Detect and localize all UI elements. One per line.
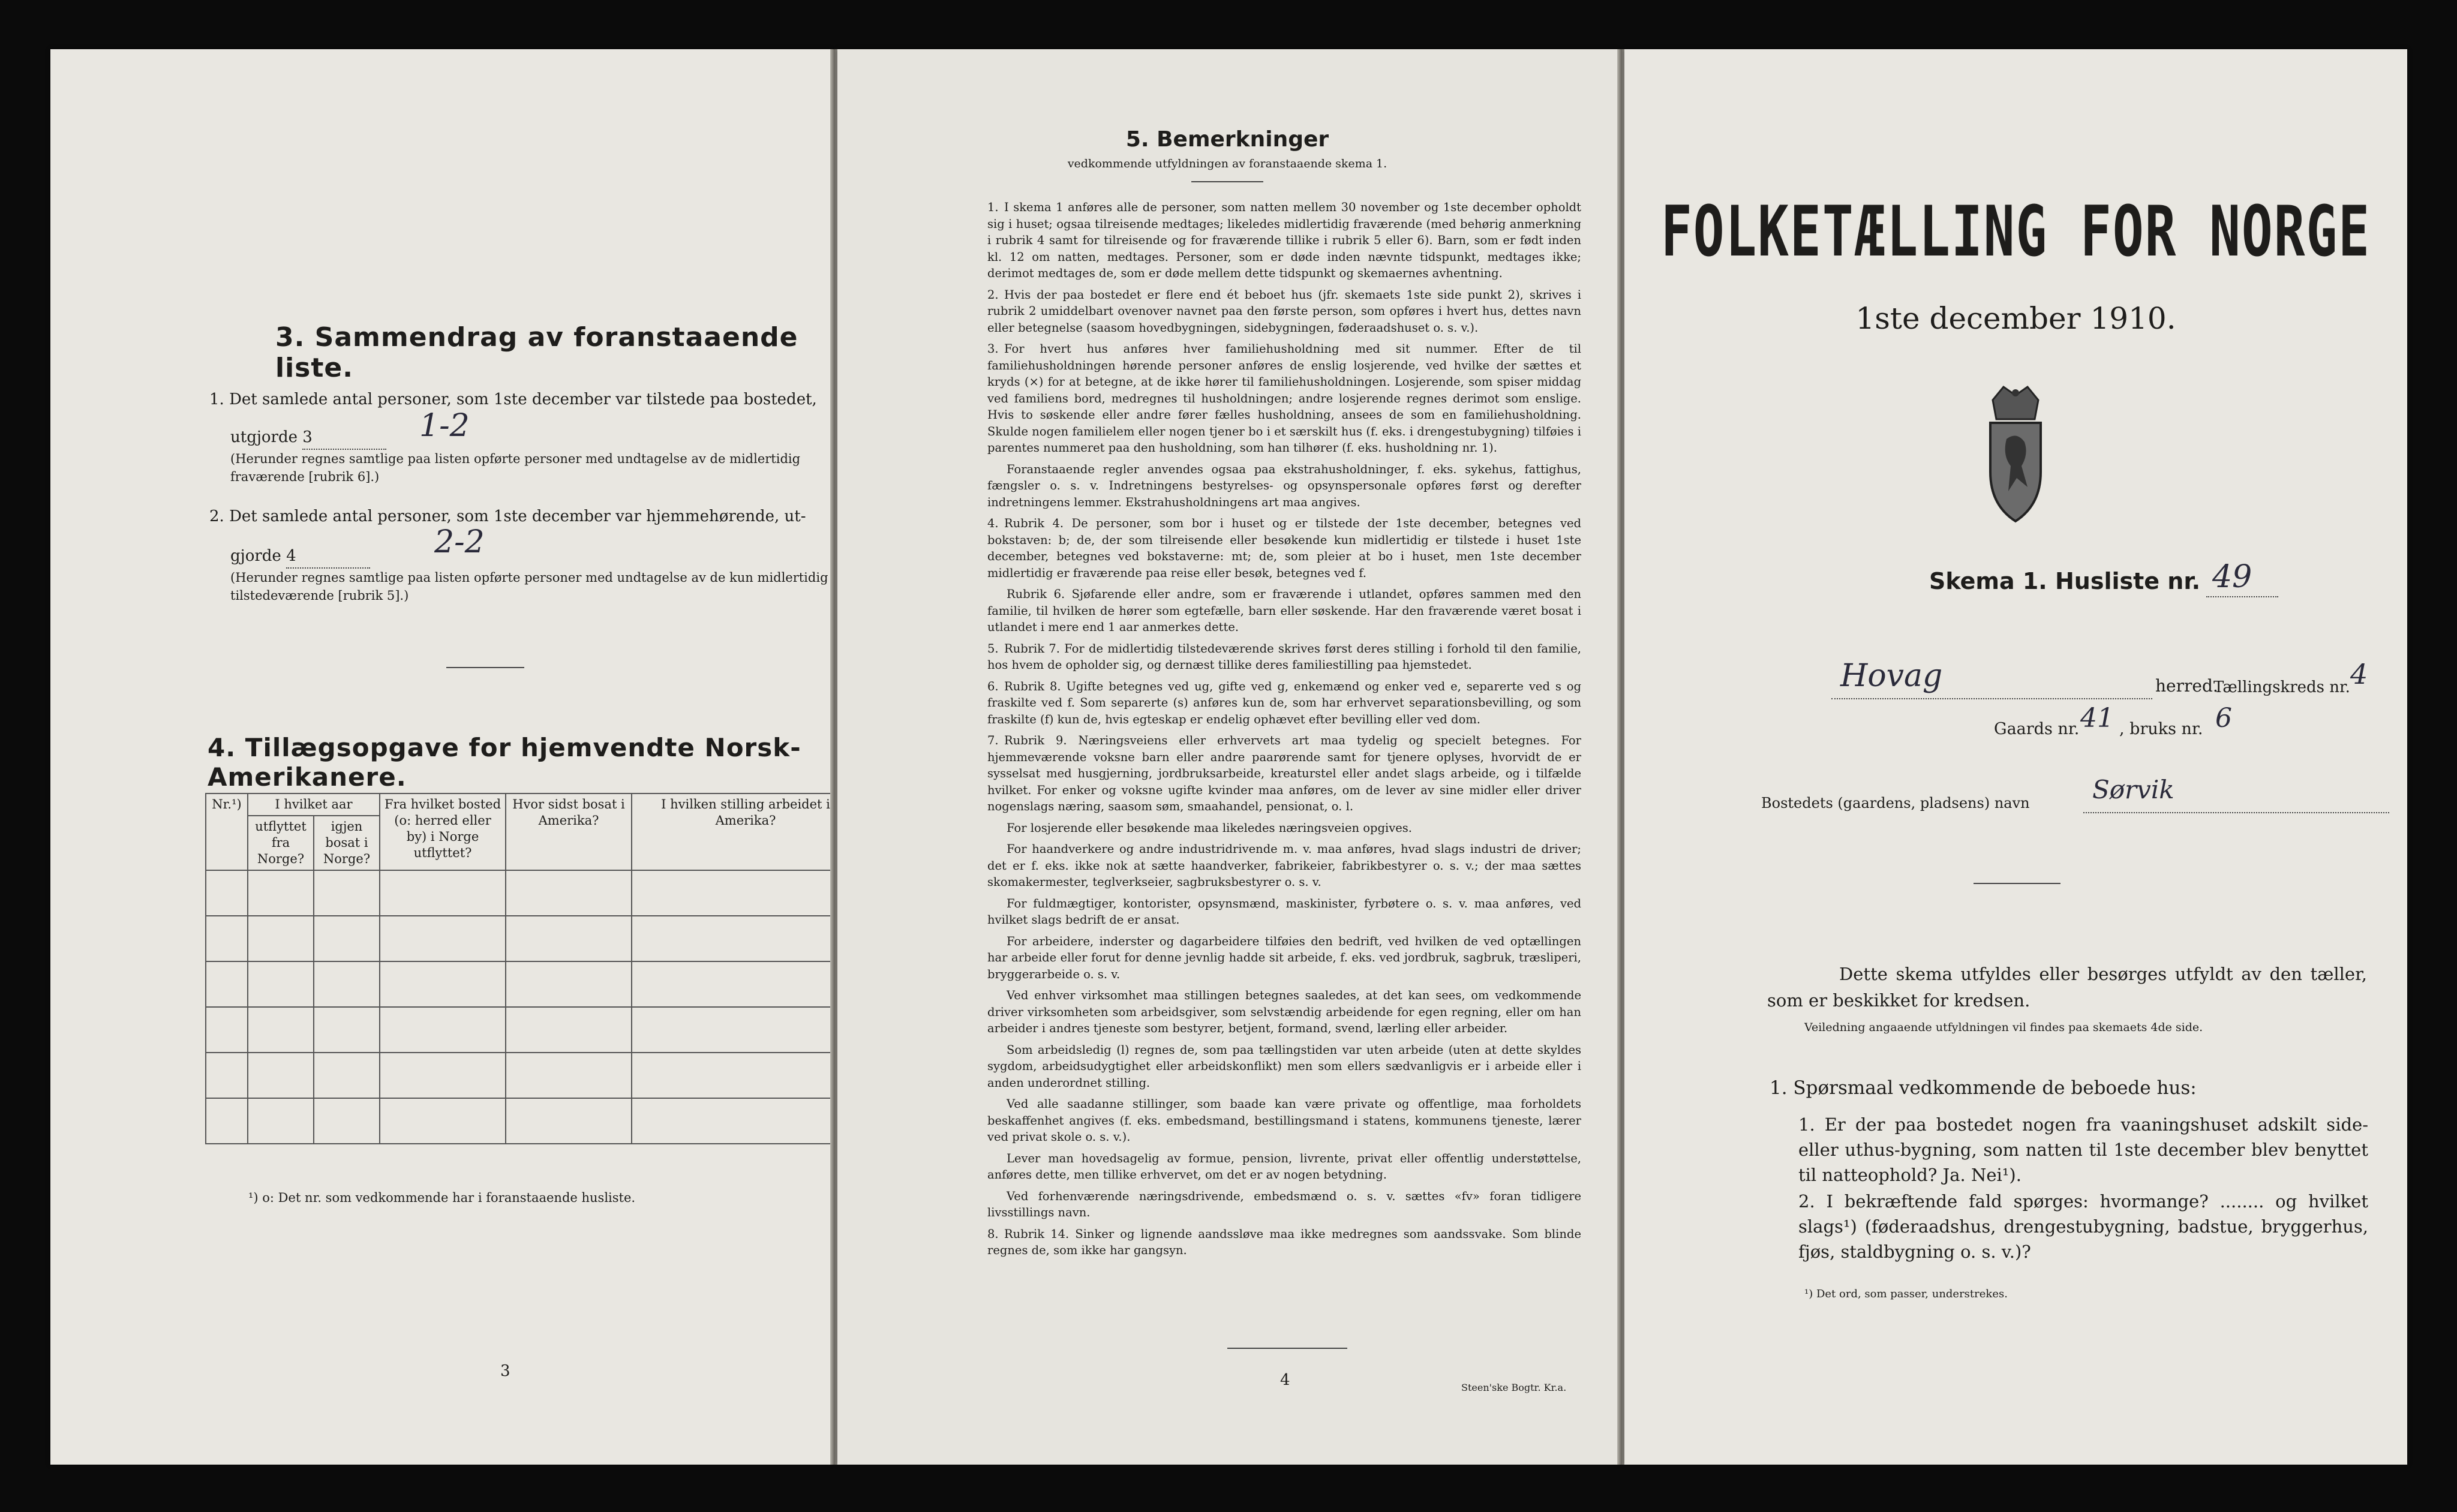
remark-item: 7. Rubrik 9. Næringsveiens eller erhvervets art maa tydelig og specielt betegnes. For hjemmeværende voksne barn eller andre paarørende samt for tjenere oplyses, hvorvidt de er sysselsat med husgjerning, jordbruksarbeide, kreaturstel eller andet slags arbeide, og i tilfælde hvilket. For enker og voksne ugifte kvinder maa anføres, om de lever av sine midler eller driver nogenslags næring, saasom søm, smaahandel, pensionat, o. l. [987,734,1581,813]
remark-item: Rubrik 6. Sjøfarende eller andre, som er fraværende i utlandet, opføres sammen med den familie, til hvilken de hører som egtefælle, barn eller søskende. Har den fraværende været bosat i utlandet i mere end 1 aar anmerkes dette. [987,587,1581,634]
instruction-text: Dette skema utfyldes eller besørges utfyldt av den tæller, som er beskikket for kredsen. [1767,964,2367,1011]
col-group-aar: I hvilket aar [248,793,380,816]
divider [446,667,524,668]
census-date: 1ste december 1910. [1855,301,2176,336]
census-title: FOLKETÆLLING FOR NORGE [1660,191,2371,273]
remark-item: Ved alle saadanne stillinger, som baade kan være private og offentlige, maa forholdets beskaffenhet angives (f. eks. embedsmand, bestillingsmand i statens, kommunens tjeneste, lærer ved privat skole o. s. v.). [987,1097,1581,1144]
q1-text: 1. Det samlede antal personer, som 1ste december var tilstede paa bostedet, [209,390,817,408]
remark-item: 6. Rubrik 8. Ugifte betegnes ved ug, gifte ved g, enkemænd og enker ved e, separerte ved s og fraskilte ved f. Som separerte (s) anføres kun de, som har erhvervet separationsbevilling, og som fraskilte (f) kun de, hvis egteskap er endelig ophævet efter bevilling eller ved dom. [987,679,1581,726]
col-igjen-bosat: igjen bosat i Norge? [314,816,380,870]
question-2: 2. I bekræftende fald spørges: hvormange? ........ og hvilket slags¹) (føderaadshus, drengestubygning, badstue, bryggerhus, fjøs, staldbygning o. s. v.)? [1798,1191,2368,1262]
table-cell[interactable] [248,1007,314,1053]
remark-item: Foranstaaende regler anvendes ogsaa paa ekstrahusholdninger, f. eks. sykehus, fattighus, fængsler o. s. v. Indretningens bestyrelses- og opsynspersonale opføres først og derefter indretningens lemmer. Ekstrahusholdningens art maa angives. [987,462,1581,509]
ornament-divider [1974,883,2060,884]
questions-heading: 1. Spørsmaal vedkommende de beboede hus: [1770,1077,2197,1099]
remark-item: For losjerende eller besøkende maa likeledes næringsveien opgives. [1007,820,1412,835]
herred-label: herred. [2155,676,2218,696]
table-cell[interactable] [506,1007,632,1053]
table-row [206,870,830,916]
herred-value[interactable]: Hovag [1840,658,1943,694]
table-cell[interactable] [314,1007,380,1053]
table-footnote: ¹) o: Det nr. som vedkommende har i foranstaaende husliste. [248,1191,636,1205]
table-cell[interactable] [380,916,506,961]
remarks-list [987,199,1581,1264]
q2-lead: gjorde [230,547,281,565]
table-cell[interactable] [380,870,506,916]
page-middle [837,49,1617,1465]
section-3-title: 3. Sammendrag av foranstaaende liste. [275,322,798,383]
table-cell[interactable] [206,916,248,961]
q2-line [230,545,370,569]
remark-item: 2. Hvis der paa bostedet er flere end ét beboet hus (jfr. skemaets 1ste side punkt 2), skrives i rubrik 2 umiddelbart ovenover navnet paa den første person, som opføres i hvert hus, dettes navn eller betegnelse (saasom hovedbygningen, sidebygningen, føderaadshuset o. s. v.). [987,287,1581,335]
table-cell[interactable] [248,1098,314,1144]
kreds-label: Tællingskreds nr. [2213,678,2350,696]
table-cell[interactable] [506,1098,632,1144]
schema-label: Skema 1. Husliste nr. [1929,568,2201,594]
q2-handwriting: 2-2 [434,524,485,560]
table-cell[interactable] [314,1098,380,1144]
remark-item: 3. For hvert hus anføres hver familiehusholdning med sit nummer. Efter de til familiehusholdningen hørende personer anføres de enslig losjerende, ved hvilke der sættes et kryds (×) for at betegne, at de ikke hører til familiehusholdningen. Losjerende, som spiser middag ved familiens bord, medregnes til husholdningen; andre losjerende regnes derimot som enslige. Hvis to søskende eller andre fører fælles husholdning, ansees de som en familiehusholdning. Skulde nogen familielem eller nogen tjener bo i et særskilt hus (f. eks. i drengestubygning) tilføies i parentes nummeret paa den husholdning, som han tilhører (f. eks. husholdning nr. 1). [987,342,1581,455]
remark-item: Ved enhver virksomhet maa stillingen betegnes saaledes, at det kan sees, om vedkommende driver virksomheten som arbeidsgiver, som selvstændig arbeidende for egen regning, eller om han arbeider i andres tjeneste som bestyrer, betjent, formand, svend, lærling eller arbeider. [987,988,1581,1035]
q2-value[interactable]: 4 [286,545,370,569]
remark-item: Ved forhenværende næringsdrivende, embedsmænd o. s. v. sættes «fv» foran tidligere livsstillings navn. [987,1189,1581,1219]
table-cell[interactable] [248,961,314,1007]
remark-item: 5. Rubrik 7. For de midlertidig tilstedeværende skrives først deres stilling i forhold til den familie, hos hvem de opholder sig, og dernæst tillike deres familiestilling paa hjemstedet. [987,641,1581,672]
table-cell[interactable] [248,870,314,916]
remark-item: Lever man hovedsagelig av formue, pension, livrente, privat eller offentlig understøttelse, anføres dette, men tillike erhvervet, om det er av nogen betydning. [987,1151,1581,1182]
q1-handwriting: 1-2 [419,408,470,444]
col-utflyttet: utflyttet fra Norge? [248,816,314,870]
q2-text: 2. Det samlede antal personer, som 1ste december var hjemmehørende, ut- [209,507,806,525]
table-cell[interactable] [314,961,380,1007]
table-cell[interactable] [506,870,632,916]
table-cell[interactable] [632,1007,830,1053]
remark-item: 8. Rubrik 14. Sinker og lignende aandssløve maa ikke medregnes som aandssvake. Som blinde regnes de, som ikke har gangsyn. [987,1227,1581,1257]
table-row [206,1053,830,1098]
gaards-value[interactable]: 41 [2080,703,2114,734]
table-cell[interactable] [206,961,248,1007]
page-number-4: 4 [1280,1371,1290,1389]
bosted-label: Bostedets (gaardens, pladsens) navn [1761,795,2030,811]
remarks-subtitle: vedkommende utfyldningen av foranstaaende skema 1. [1067,157,1387,170]
q1-note: (Herunder regnes samtlige paa listen opførte personer med undtagelse av de midlertidig fraværende [rubrik 6].) [230,452,801,484]
gaards-label: Gaards nr. [1994,720,2080,738]
remarks-title: 5. Bemerkninger [1125,127,1329,152]
section-4-title: 4. Tillægsopgave for hjemvendte Norsk-Amerikanere. [208,733,801,792]
table-cell[interactable] [380,1098,506,1144]
table-cell[interactable] [380,1007,506,1053]
bosted-value[interactable]: Sørvik [2092,775,2174,804]
col-hvor-bosat: Hvor sidst bosat i Amerika? [506,793,632,870]
table-cell[interactable] [206,870,248,916]
q1-lead: utgjorde [230,428,298,446]
page-left [50,49,830,1465]
herred-underline [1831,698,2152,699]
page-right [1624,49,2407,1465]
table-cell[interactable] [314,916,380,961]
instruction-note: Veiledning angaaende utfyldningen vil findes paa skemaets 4de side. [1804,1021,2203,1034]
table-cell[interactable] [314,1053,380,1098]
table-cell[interactable] [632,870,830,916]
printer-mark: Steen'ske Bogtr. Kr.a. [1461,1382,1567,1393]
bruks-value[interactable]: 6 [2215,703,2232,734]
table-cell[interactable] [206,1053,248,1098]
divider [1227,1348,1347,1349]
table-cell[interactable] [206,1098,248,1144]
table-cell[interactable] [380,1053,506,1098]
bosted-underline [2083,812,2389,813]
norsk-amerikanere-table [205,793,830,1144]
remark-item: For haandverkere og andre industridrivende m. v. maa anføres, hvad slags industri de driver; det er f. eks. ikke nok at sætte haandverker, fabrikeier, fabrikbestyrer o. s. v.; der maa sættes skomakermester, teglverkseier, sagbruksbestyrer o. s. v. [987,842,1581,889]
table-row [206,961,830,1007]
table-cell[interactable] [206,1007,248,1053]
table-cell[interactable] [506,961,632,1007]
husliste-underline [2206,596,2278,597]
col-fra-bosted: Fra hvilket bosted (o: herred eller by) i Norge utflyttet? [380,793,506,870]
table-cell[interactable] [506,916,632,961]
remark-item: 1. I skema 1 anføres alle de personer, som natten mellem 30 november og 1ste december opholdt sig i huset; ogsaa tilreisende medtages; likeledes midlertidig fraværende (med behørig anmerkning i rubrik 4 samt for tilreisende og for fraværende tillike i rubrik 5 eller 6). Barn, som er født inden kl. 12 om natten, medtages. Personer, som er døde inden nævnte tidspunkt, medtages ikke; derimot medtages de, som er døde mellem dette tidspunkt og skemaernes avhentning. [987,200,1581,280]
remark-item: For arbeidere, inderster og dagarbeidere tilføies den bedrift, ved hvilken de ved optællingen har arbeide eller forut for denne jevnlig hadde sit arbeide, f. eks. ved jordbruk, sagbruk, træsliperi, bryggerarbeide o. s. v. [987,934,1581,981]
divider [1191,181,1263,182]
remark-item: 4. Rubrik 4. De personer, som bor i huset og er tilstede der 1ste december, betegnes ved bokstaven: b; de, der som tilreisende eller besøkende kun midlertidig er tilstede i huset 1ste december, betegnes ved bokstaverne: mt; de, som pleier at bo i huset, men 1ste december midlertidig er fraværende paa reise eller besøk, betegnes ved f. [987,516,1581,580]
table-row [206,1098,830,1144]
table-cell[interactable] [632,916,830,961]
table-row [206,1007,830,1053]
table-cell[interactable] [632,961,830,1007]
norwegian-coat-of-arms-icon [1980,382,2051,526]
question-1: 1. Er der paa bostedet nogen fra vaaningshuset adskilt side- eller uthus-bygning, som natten til 1ste december blev benyttet til natteophold? Ja. Nei¹). [1798,1114,2368,1185]
table-cell[interactable] [314,870,380,916]
q2-note: (Herunder regnes samtlige paa listen opførte personer med undtagelse av de kun midlertidig tilstedeværende [rubrik 5].) [230,570,828,603]
remark-item: Som arbeidsledig (l) regnes de, som paa tællingstiden var uten arbeide (uten at dette skyldes sygdom, arbeidsudygtighet eller arbeidskonflikt) men som ellers sædvanligvis er i arbeide eller i anden underordnet stilling. [987,1042,1581,1090]
table-cell[interactable] [248,916,314,961]
table-cell[interactable] [632,1053,830,1098]
table-cell[interactable] [380,961,506,1007]
page3-footnote: ¹) Det ord, som passer, understrekes. [1804,1288,2008,1300]
husliste-number[interactable]: 49 [2212,559,2252,595]
col-nr: Nr.¹) [206,793,248,870]
remark-item: For fuldmægtiger, kontorister, opsynsmænd, maskinister, fyrbøtere o. s. v. maa anføres, ved hvilket slags bedrift de er ansat. [987,896,1581,927]
bruks-label: , bruks nr. [2119,720,2203,738]
kreds-value[interactable]: 4 [2350,658,2368,690]
page-number-3: 3 [500,1362,510,1380]
q1-line [230,426,386,450]
table-cell[interactable] [506,1053,632,1098]
table-cell[interactable] [248,1053,314,1098]
q1-value[interactable]: 3 [302,426,386,450]
table-row [206,916,830,961]
table-cell[interactable] [632,1098,830,1144]
col-stilling: I hvilken stilling arbeidet i Amerika? [632,793,830,870]
